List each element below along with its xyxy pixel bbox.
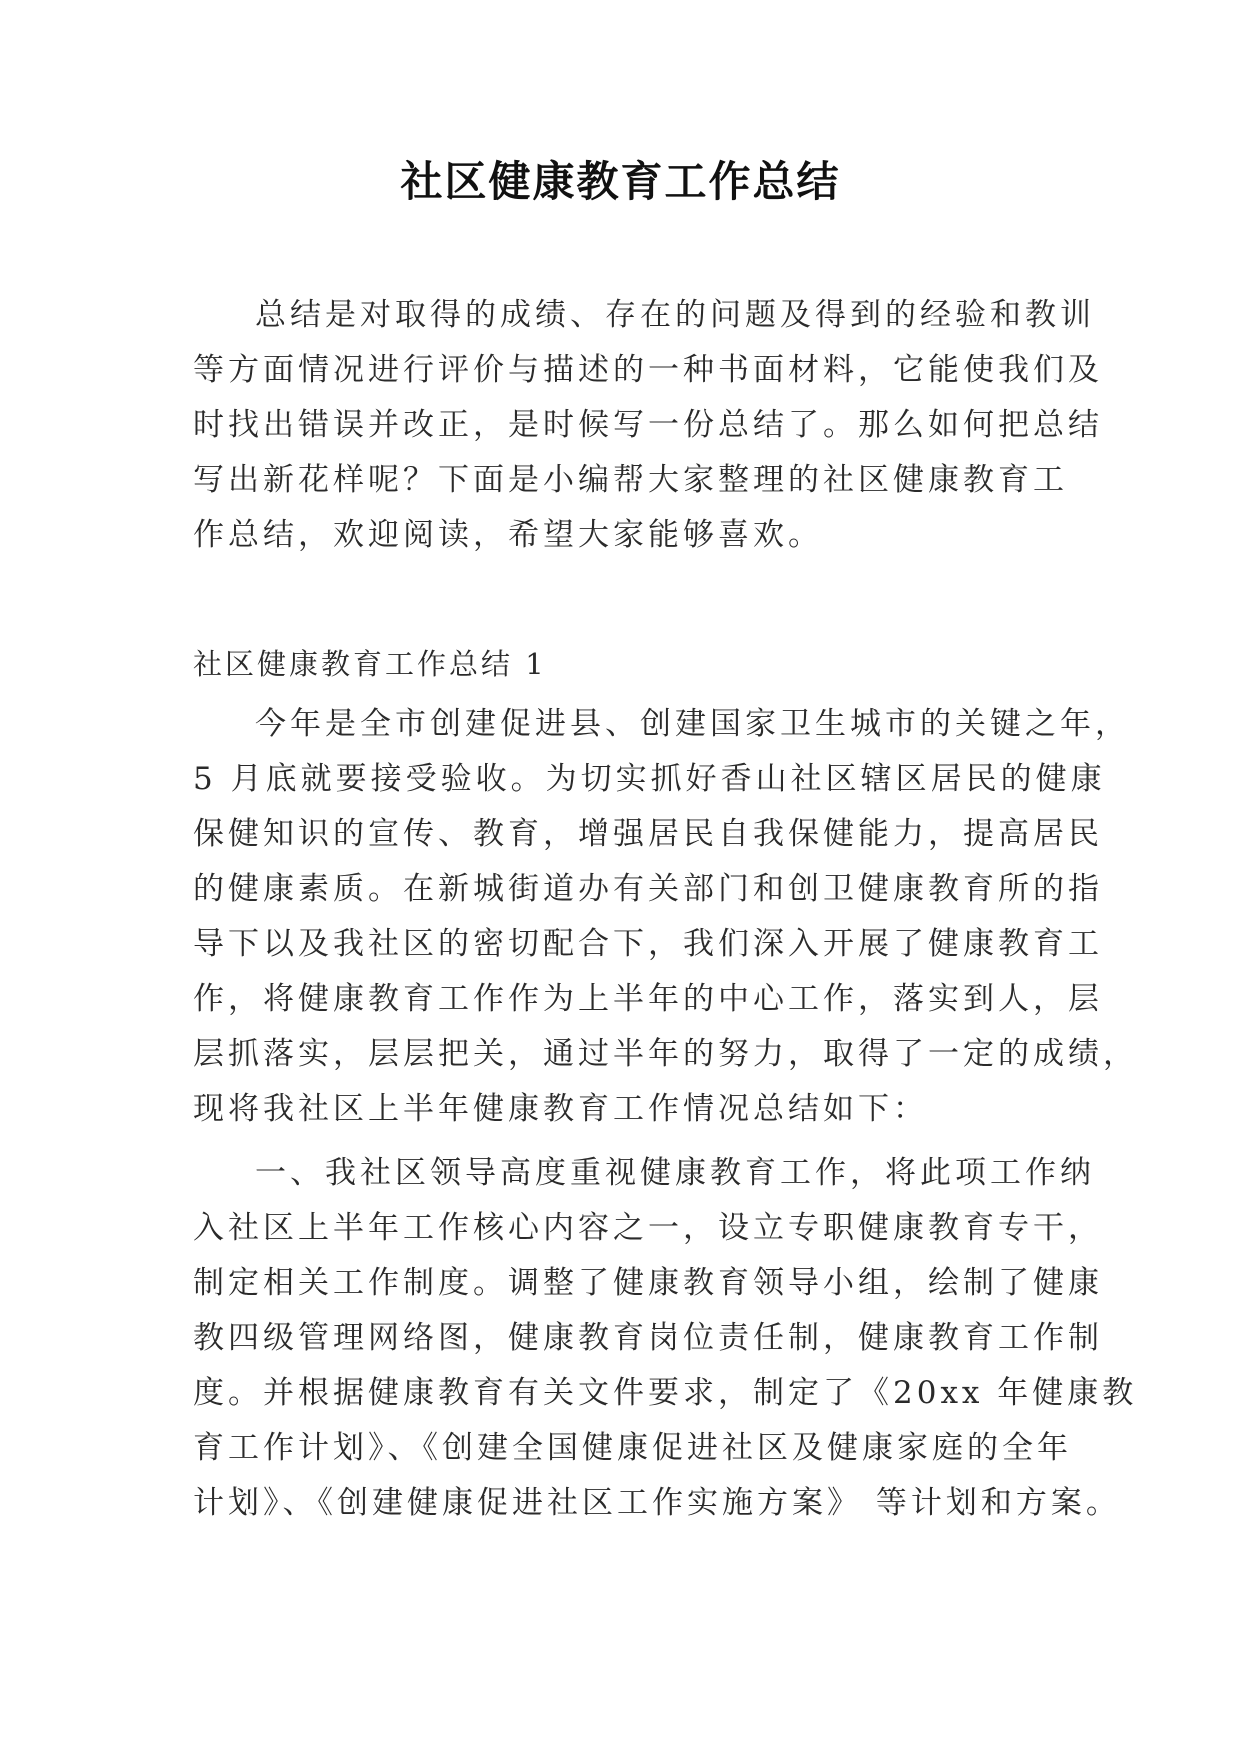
paragraph-line: 层抓落实，层层把关，通过半年的努力，取得了一定的成绩， [193, 1036, 1138, 1072]
intro-line: 写出新花样呢？下面是小编帮大家整理的社区健康教育工 [193, 462, 1068, 498]
paragraph-line: 一、我社区领导高度重视健康教育工作，将此项工作纳 [255, 1155, 1095, 1191]
section-heading: 社区健康教育工作总结 1 [193, 647, 547, 681]
intro-line: 时找出错误并改正，是时候写一份总结了。那么如何把总结 [193, 407, 1103, 443]
intro-line: 作总结，欢迎阅读，希望大家能够喜欢。 [193, 517, 823, 553]
paragraph-line: 今年是全市创建促进县、创建国家卫生城市的关键之年， [255, 706, 1130, 742]
paragraph-line: 的健康素质。在新城街道办有关部门和创卫健康教育所的指 [193, 871, 1103, 907]
intro-paragraph [193, 288, 1103, 563]
document-title: 社区健康教育工作总结 [400, 157, 841, 206]
intro-line: 总结是对取得的成绩、存在的问题及得到的经验和教训 [255, 297, 1095, 333]
paragraph-line: 现将我社区上半年健康教育工作情况总结如下： [193, 1091, 928, 1127]
paragraph-line: 保健知识的宣传、教育，增强居民自我保健能力，提高居民 [193, 816, 1103, 852]
intro-line: 等方面情况进行评价与描述的一种书面材料，它能使我们及 [193, 352, 1103, 388]
paragraph-line: 教四级管理网络图，健康教育岗位责任制，健康教育工作制 [193, 1320, 1103, 1356]
paragraph-line: 5 月底就要接受验收。为切实抓好香山社区辖区居民的健康 [193, 761, 1106, 797]
paragraph-line: 制定相关工作制度。调整了健康教育领导小组，绘制了健康 [193, 1265, 1103, 1301]
paragraph-line: 度。并根据健康教育有关文件要求，制定了《20xx 年健康教 [193, 1375, 1138, 1411]
paragraph-line: 导下以及我社区的密切配合下，我们深入开展了健康教育工 [193, 926, 1103, 962]
paragraph-line: 计划》、《创建健康促进社区工作实施方案》 等计划和方案。 [193, 1485, 1121, 1521]
paragraph-line: 入社区上半年工作核心内容之一，设立专职健康教育专干， [193, 1210, 1103, 1246]
paragraph-1 [193, 697, 1138, 1137]
paragraph-line: 育工作计划》、《创建全国健康促进社区及健康家庭的全年 [193, 1430, 1072, 1466]
paragraph-2 [193, 1146, 1138, 1531]
paragraph-line: 作，将健康教育工作作为上半年的中心工作，落实到人，层 [193, 981, 1103, 1017]
